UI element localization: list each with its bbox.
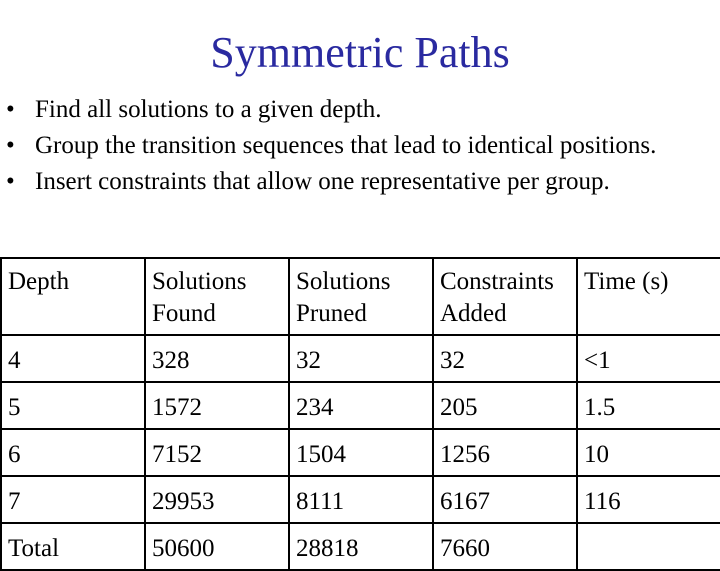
table-cell: 7152 <box>145 429 289 476</box>
header-text: Time (s) <box>584 268 669 295</box>
table-cell: 205 <box>433 382 577 429</box>
header-cell-solutions-pruned <box>289 258 433 335</box>
table-cell: 234 <box>289 382 433 429</box>
table-cell: 7 <box>1 476 145 523</box>
results-table <box>0 257 720 571</box>
header-text: Depth <box>8 268 70 295</box>
table-cell: 328 <box>145 335 289 382</box>
header-text: Solutions <box>152 268 247 295</box>
table-header-row <box>1 258 720 335</box>
bullet-list <box>0 94 720 202</box>
table-cell: 7660 <box>433 523 577 570</box>
table-cell: 1256 <box>433 429 577 476</box>
header-cell-constraints-added <box>433 258 577 335</box>
table-row <box>1 476 720 523</box>
header-text: Constraints <box>440 268 554 295</box>
table-cell: 1.5 <box>577 382 720 429</box>
bullet-marker: • <box>6 96 15 123</box>
table-row <box>1 523 720 570</box>
table-cell: <1 <box>577 335 720 382</box>
table-row <box>1 382 720 429</box>
table-row <box>1 335 720 382</box>
table-cell: 116 <box>577 476 720 523</box>
table-cell: 28818 <box>289 523 433 570</box>
bullet-text: Find all solutions to a given depth. <box>35 96 382 123</box>
bullet-item <box>0 130 720 162</box>
header-cell-time <box>577 258 720 335</box>
table-cell: 32 <box>433 335 577 382</box>
table-cell: 29953 <box>145 476 289 523</box>
table-cell: 1504 <box>289 429 433 476</box>
table-cell: 1572 <box>145 382 289 429</box>
header-cell-solutions-found <box>145 258 289 335</box>
header-text: Solutions <box>296 268 391 295</box>
table-cell: 6167 <box>433 476 577 523</box>
header-text: Added <box>440 300 507 327</box>
bullet-item <box>0 94 720 126</box>
bullet-marker: • <box>6 132 15 159</box>
bullet-text: Group the transition sequences that lead to identical positions. <box>35 132 657 159</box>
table-row <box>1 429 720 476</box>
table-cell: 8111 <box>289 476 433 523</box>
table-cell: 32 <box>289 335 433 382</box>
header-cell-depth <box>1 258 145 335</box>
slide-title: Symmetric Paths <box>210 28 510 77</box>
table-cell: 5 <box>1 382 145 429</box>
header-text: Pruned <box>296 300 367 327</box>
bullet-item <box>0 166 720 198</box>
table-cell: 6 <box>1 429 145 476</box>
table-cell: 10 <box>577 429 720 476</box>
bullet-marker: • <box>6 168 15 195</box>
bullet-text: Insert constraints that allow one representative per group. <box>35 168 610 195</box>
table-cell: 4 <box>1 335 145 382</box>
header-text: Found <box>152 300 216 327</box>
table-cell <box>577 523 720 570</box>
table-cell: 50600 <box>145 523 289 570</box>
table-cell: Total <box>1 523 145 570</box>
